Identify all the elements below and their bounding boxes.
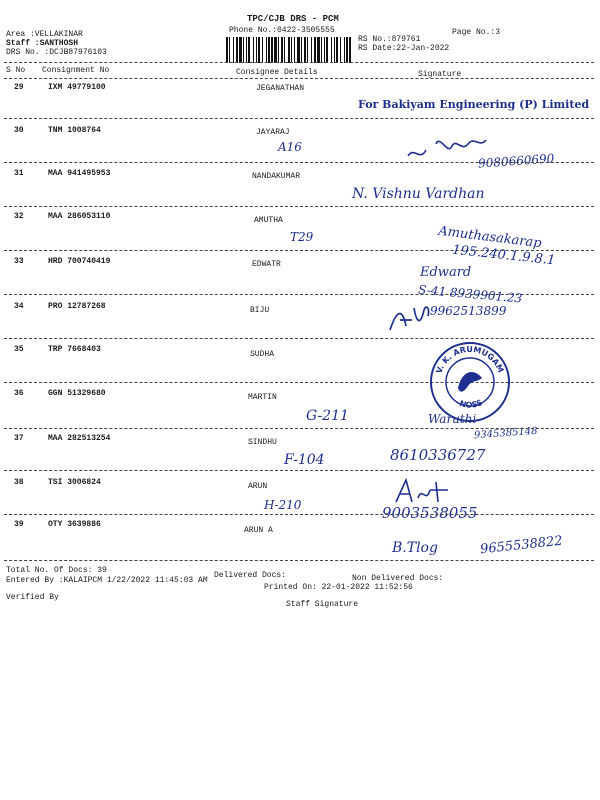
row-38-phone: 9003538055 (382, 504, 478, 522)
row-31-consignment: MAA 941495953 (48, 169, 111, 178)
staff-signature: Staff Signature (286, 600, 359, 609)
svg-text:NOSS (458, 398, 484, 410)
row-35-consignment: TRP 7668403 (48, 345, 101, 354)
row-35-consignee: SUDHA (250, 350, 275, 359)
row-30-flat: A16 (278, 140, 302, 154)
row-38-consignee: ARUN (248, 482, 268, 491)
row-33-signature: Edward (420, 265, 472, 280)
row-29-company-stamp: For Bakiyam Engineering (P) Limited (358, 98, 590, 111)
non-delivered-docs: Non Delivered Docs: (352, 574, 444, 583)
row-35-sno: 35 (14, 345, 24, 354)
row-38-flat: H-210 (264, 498, 302, 512)
column-consignee: Consignee Details (236, 68, 318, 77)
page-number: Page No.:3 (452, 28, 501, 37)
column-sno: S No (6, 66, 26, 75)
header-divider-top (4, 62, 594, 63)
total-docs: Total No. Of Docs: 39 (6, 566, 107, 575)
document-title: TPC/CJB DRS - PCM (247, 14, 339, 24)
row-34-signature (386, 298, 432, 338)
row-divider (4, 338, 594, 339)
row-34-phone: 9962513899 (430, 304, 507, 318)
row-33-sno: 33 (14, 257, 24, 266)
row-36-phone: 9345385148 (473, 425, 538, 442)
row-39-signature: B.Tlog (392, 540, 438, 556)
row-30-consignment: TNM 1008764 (48, 126, 101, 135)
row-39-consignee: ARUN A (244, 526, 273, 535)
row-31-consignee: NANDAKUMAR (252, 172, 301, 181)
row-32-consignee: AMUTHA (254, 216, 283, 225)
phone-number: Phone No.:0422-3505555 (229, 26, 335, 35)
row-divider (4, 560, 594, 561)
row-30-phone: 9080660690 (477, 151, 555, 171)
row-39-sno: 39 (14, 520, 24, 529)
row-36-signature: Waruthi (428, 412, 477, 426)
row-34-address: S-41 8939901.23 (417, 282, 523, 306)
row-32-flat: T29 (290, 230, 314, 244)
rs-number: RS No.:879761 (358, 35, 421, 44)
row-divider (4, 118, 594, 119)
barcode (226, 37, 352, 63)
rs-date: RS Date:22-Jan-2022 (358, 44, 450, 53)
row-33-number: 195.240.1.9.8.1 (451, 242, 556, 269)
row-33-consignment: HRD 700740419 (48, 257, 111, 266)
row-29-sno: 29 (14, 83, 24, 92)
row-39-phone: 9655538822 (479, 533, 564, 558)
row-37-phone: 8610336727 (390, 446, 486, 464)
printed-on: Printed On: 22-01-2022 11:52:56 (264, 583, 413, 592)
delivered-docs: Delivered Docs: (214, 571, 287, 580)
row-36-sno: 36 (14, 389, 24, 398)
row-31-signature: N. Vishnu Vardhan (352, 186, 485, 202)
row-30-signature (400, 126, 490, 170)
row-30-consignee: JAYARAJ (256, 128, 290, 137)
stamp-top-text: V. K. ARUMUGAM (434, 344, 506, 375)
row-38-sno: 38 (14, 478, 24, 487)
row-30-sno: 30 (14, 126, 24, 135)
row-33-consignee: EDWATR (252, 260, 281, 269)
row-37-sno: 37 (14, 434, 24, 443)
row-divider (4, 514, 594, 515)
row-divider (4, 470, 594, 471)
entered-by: Entered By :KALAIPCM 1/22/2022 11:45:03 AM (6, 576, 208, 585)
row-38-consignment: TSI 3006824 (48, 478, 101, 487)
row-32-consignment: MAA 286053110 (48, 212, 111, 221)
row-divider (4, 428, 594, 429)
staff-label: Staff :SANTHOSH (6, 39, 79, 48)
header-divider-bottom (4, 78, 594, 79)
row-38-signature (392, 476, 462, 506)
row-36-flat: G-211 (306, 408, 349, 424)
stamp-bottom-text: NOSS (458, 398, 484, 410)
row-divider (4, 206, 594, 207)
column-consignment: Consignment No (42, 66, 110, 75)
row-29-consignment: IXM 49779100 (48, 83, 106, 92)
column-signature: Signature (418, 70, 462, 79)
row-36-consignment: GGN 51329680 (48, 389, 106, 398)
row-37-flat: F-104 (284, 452, 325, 468)
row-34-consignee: BIJU (250, 306, 270, 315)
row-37-consignee: SINDHU (248, 438, 277, 447)
svg-text:V. K. ARUMUGAM (434, 345, 505, 375)
row-34-consignment: PRO 12787268 (48, 302, 106, 311)
row-39-consignment: OTY 3639886 (48, 520, 101, 529)
row-32-signature: Amuthasakarap (437, 223, 543, 252)
drs-number: DRS No. :DCJB87976103 (6, 48, 107, 57)
row-32-sno: 32 (14, 212, 24, 221)
row-37-consignment: MAA 282513254 (48, 434, 111, 443)
area-label: Area :VELLAKINAR (6, 30, 83, 39)
row-34-sno: 34 (14, 302, 24, 311)
verified-by: Verified By (6, 593, 59, 602)
row-divider (4, 162, 594, 163)
row-36-consignee: MARTIN (248, 393, 277, 402)
row-31-sno: 31 (14, 169, 24, 178)
row-29-consignee: JEGANATHAN (256, 84, 305, 93)
